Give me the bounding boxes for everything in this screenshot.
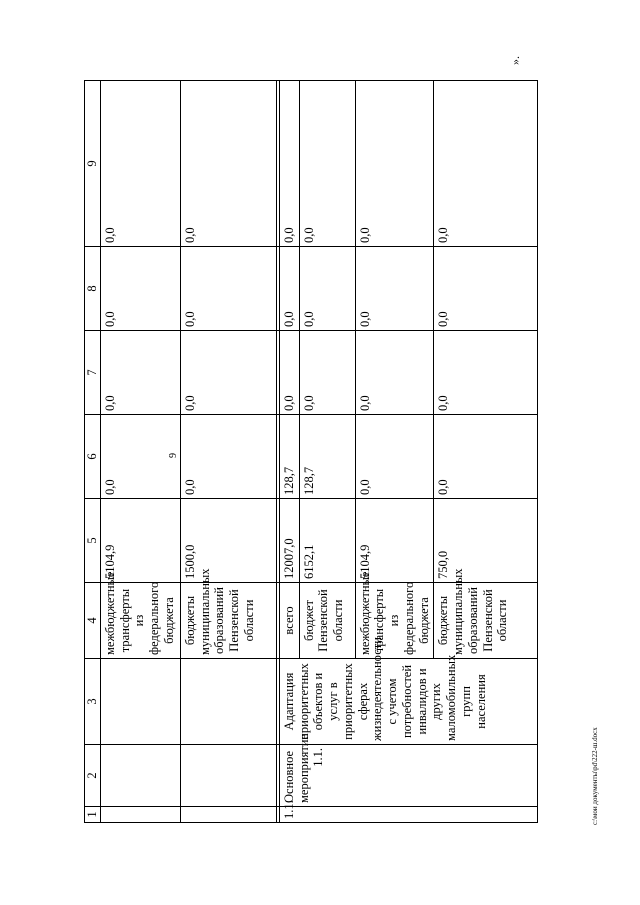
cell-number: [180, 807, 276, 823]
header-cell-9: 9: [85, 81, 101, 247]
cell-value: 5104,9: [100, 499, 180, 583]
header-cell-5: 5: [85, 499, 101, 583]
cell-value: 0,0: [299, 81, 355, 247]
cell-value: 0,0: [100, 331, 180, 415]
cell-description: [180, 659, 276, 745]
cell-value: 0,0: [279, 81, 299, 247]
header-cell-6: 6: [85, 415, 101, 499]
header-row: [85, 81, 101, 823]
cell-funding-source: бюджеты муниципальных образований Пензенской области: [180, 583, 276, 659]
cell-value: 0,0: [434, 247, 538, 331]
cell-value: 0,0: [180, 81, 276, 247]
cell-activity: Основное мероприятие 1.1.: [279, 745, 538, 807]
cell-value: 0,0: [434, 331, 538, 415]
cell-activity: [180, 745, 276, 807]
cell-value: 5104,9: [355, 499, 434, 583]
cell-value: 0,0: [355, 415, 434, 499]
cell-funding-source: бюджет Пензенской области: [299, 583, 355, 659]
cell-value: 12007,0: [279, 499, 299, 583]
cell-funding-source: межбюджетные трансферты из федерального бюджета: [355, 583, 434, 659]
cell-value: 0,0: [279, 331, 299, 415]
footer-file-path: c:\мои документы\рd\222-ш.docx: [591, 727, 599, 825]
cell-value: 0,0: [434, 81, 538, 247]
budget-table: [84, 80, 538, 823]
cell-value: 0,0: [355, 331, 434, 415]
cell-value: 0,0: [100, 247, 180, 331]
header-cell-3: 3: [85, 659, 101, 745]
cell-value: 128,7: [299, 415, 355, 499]
cell-description: [100, 659, 180, 745]
cell-number: [100, 807, 180, 823]
cell-funding-source: бюджеты муниципальных образований Пензенской области: [434, 583, 538, 659]
table-row: [180, 81, 276, 823]
cell-value: 0,0: [434, 415, 538, 499]
header-cell-1: 1: [85, 807, 101, 823]
header-cell-7: 7: [85, 331, 101, 415]
cell-value: 1500,0: [180, 499, 276, 583]
cell-value: 6152,1: [299, 499, 355, 583]
closing-quote: ».: [508, 56, 522, 65]
cell-value: 0,0: [180, 247, 276, 331]
cell-value: 0,0: [279, 247, 299, 331]
header-cell-2: 2: [85, 745, 101, 807]
cell-value: 0,0: [100, 81, 180, 247]
cell-value: 0,0: [355, 247, 434, 331]
header-cell-4: 4: [85, 583, 101, 659]
cell-funding-source: всего: [279, 583, 299, 659]
cell-value: 0,0: [180, 331, 276, 415]
table-row: [100, 81, 180, 823]
cell-activity: [100, 745, 180, 807]
header-cell-8: 8: [85, 247, 101, 331]
cell-funding-source: межбюджетные трансферты из федерального бюджета: [100, 583, 180, 659]
page-number: 9: [168, 453, 179, 458]
cell-value: 0,0: [299, 331, 355, 415]
cell-value: 128,7: [279, 415, 299, 499]
cell-number: 1.1.: [279, 807, 538, 823]
table-row: [279, 81, 299, 823]
cell-description: Адаптация приоритетных объектов и услуг в приоритетных сферах жизнедеятельности с учетом потребностей инвалидов и других маломобильных групп населения: [279, 659, 538, 745]
cell-value: 0,0: [100, 415, 180, 499]
cell-value: 0,0: [180, 415, 276, 499]
cell-value: 0,0: [355, 81, 434, 247]
cell-value: 750,0: [434, 499, 538, 583]
cell-value: 0,0: [299, 247, 355, 331]
